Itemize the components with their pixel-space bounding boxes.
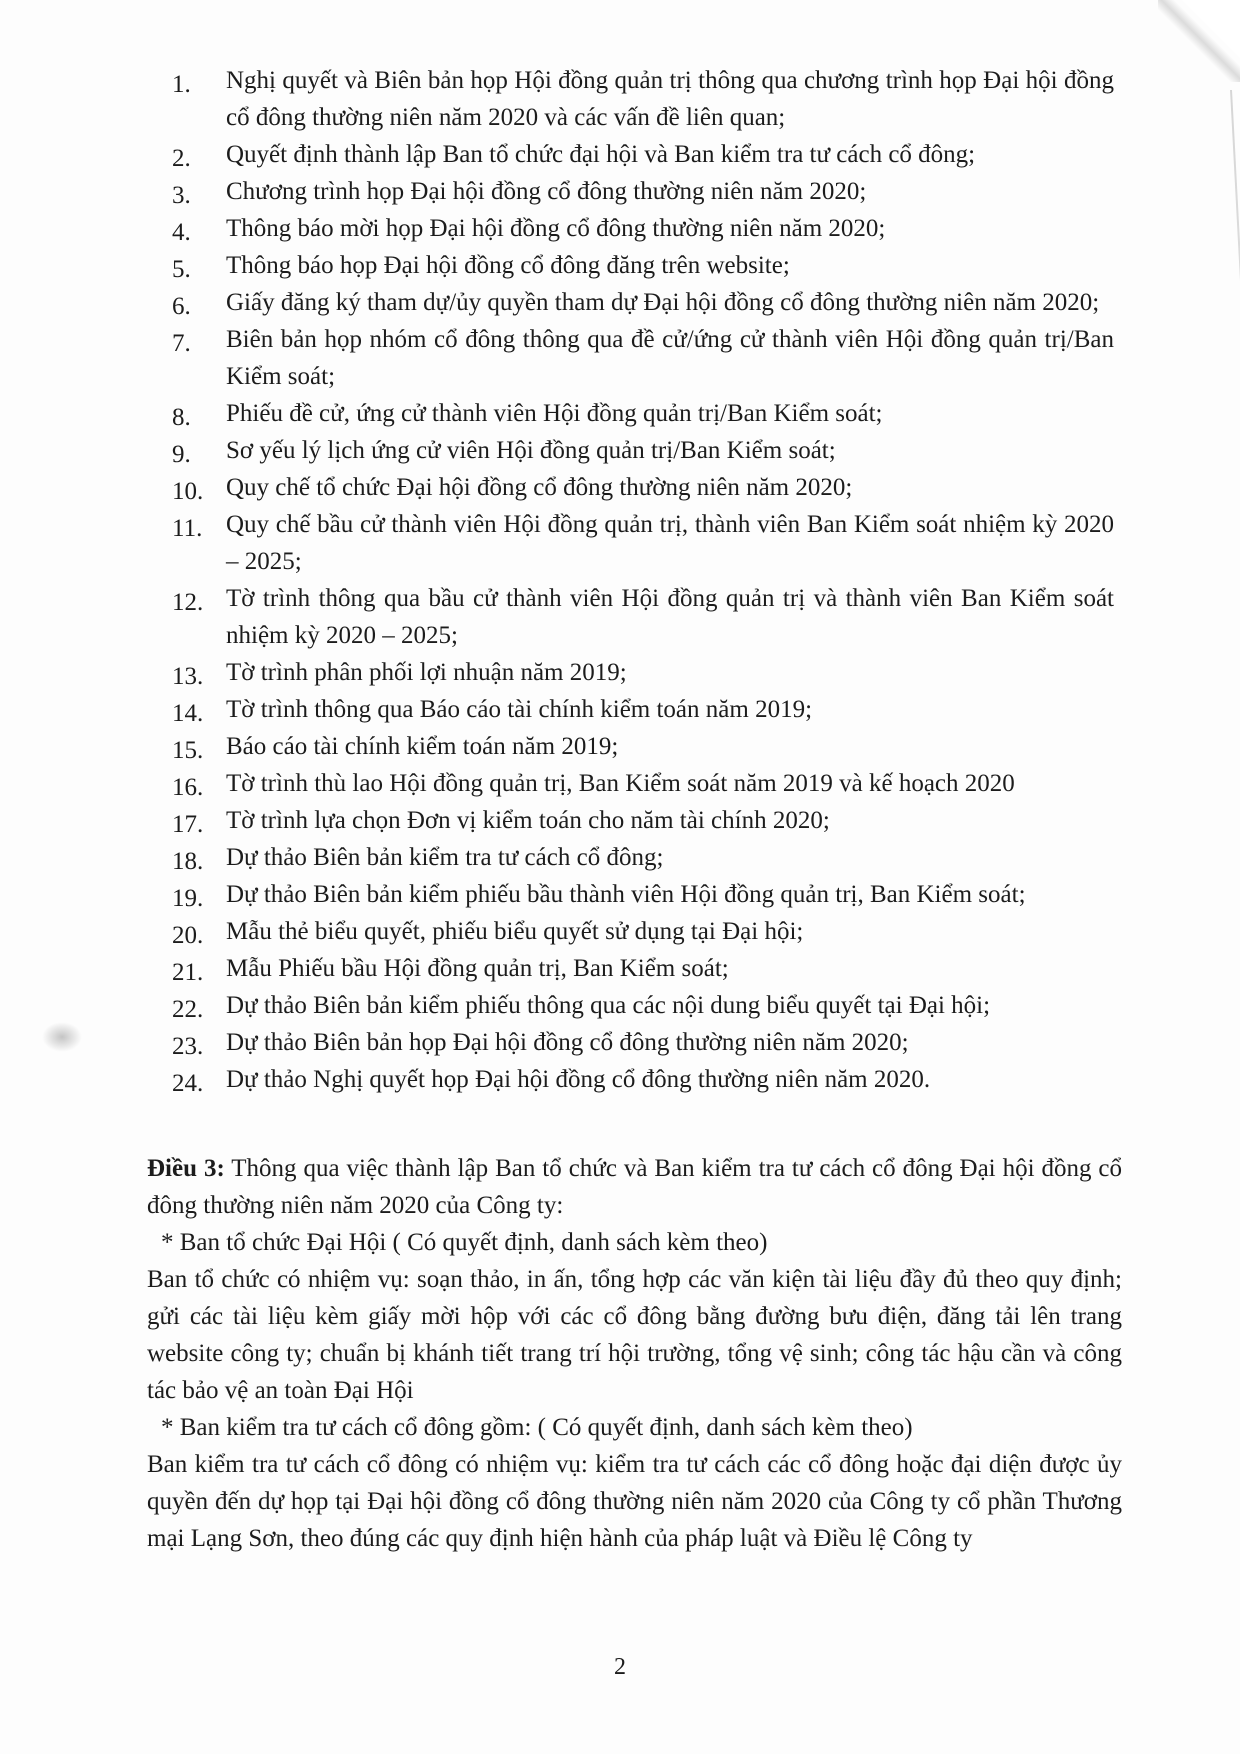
list-item-number: 8. [172,404,191,431]
list-item-number: 21. [172,959,204,986]
list-item [0,395,1240,432]
list-item-number: 12. [172,589,204,616]
page-number: 2 [614,1654,626,1680]
list-item [0,765,1240,802]
list-item-text: Quyết định thành lập Ban tổ chức đại hội và Ban kiểm tra tư cách cổ đông; [226,141,976,168]
list-item-text: Mẫu Phiếu bầu Hội đồng quản trị, Ban Kiểm soát; [226,955,729,982]
organizing-committee-heading: * Ban tổ chức Đại Hội ( Có quyết định, danh sách kèm theo) [161,1229,768,1256]
list-item-number: 5. [172,256,191,283]
list-item-number: 4. [172,219,191,246]
list-item [0,469,1240,506]
list-item-number: 9. [172,441,191,468]
list-item [0,728,1240,765]
list-item-text: Chương trình họp Đại hội đồng cổ đông thường niên năm 2020; [226,178,867,205]
list-item-number: 10. [172,478,204,505]
list-item [0,987,1240,1024]
list-item [0,432,1240,469]
list-item-number: 3. [172,182,191,209]
list-item-text: Tờ trình thông qua bầu cử thành viên Hội đồng quản trị và thành viên Ban Kiểm soát nhiệm kỳ 2020 – 2025; [226,585,1114,649]
list-item-number: 2. [172,145,191,172]
list-item [0,691,1240,728]
list-item-number: 14. [172,700,204,727]
list-item-text: Dự thảo Nghị quyết họp Đại hội đồng cổ đông thường niên năm 2020. [226,1066,931,1093]
list-item-number: 20. [172,922,204,949]
list-item [0,321,1240,395]
list-item-text: Sơ yếu lý lịch ứng cử viên Hội đồng quản trị/Ban Kiểm soát; [226,437,836,464]
list-item [0,580,1240,654]
organizing-committee-duties: Ban tổ chức có nhiệm vụ: soạn thảo, in ấn, tổng hợp các văn kiện tài liệu đầy đủ theo quy định; gửi các tài liệu kèm giấy mời hộp với các cổ đông bằng đường bưu điện, đăng tải lên trang website công ty; chuẩn bị khánh tiết trang trí hội trường, tổng vệ sinh; công tác hậu cần và công tác bảo vệ an toàn Đại Hội [147,1266,1122,1404]
inspection-committee-heading: * Ban kiểm tra tư cách cổ đông gồm: ( Có quyết định, danh sách kèm theo) [161,1414,913,1441]
article-3-section [147,1150,1122,1557]
list-item-text: Dự thảo Biên bản kiểm phiếu bầu thành viên Hội đồng quản trị, Ban Kiểm soát; [226,881,1026,908]
list-item [0,506,1240,580]
list-item-text: Tờ trình thông qua Báo cáo tài chính kiểm toán năm 2019; [226,696,813,723]
list-item [0,210,1240,247]
list-item-text: Mẫu thẻ biểu quyết, phiếu biểu quyết sử dụng tại Đại hội; [226,918,804,945]
list-item-number: 6. [172,293,191,320]
list-item-text: Biên bản họp nhóm cổ đông thông qua đề cử/ứng cử thành viên Hội đồng quản trị/Ban Kiểm soát; [226,326,1114,390]
inspection-committee-duties: Ban kiểm tra tư cách cổ đông có nhiệm vụ: kiểm tra tư cách các cổ đông hoặc đại diện được ủy quyền đến dự họp tại Đại hội đồng cổ đông thường niên năm 2020 của Công ty cổ phần Thương mại Lạng Sơn, theo đúng các quy định hiện hành của pháp luật và Điều lệ Công ty [147,1451,1122,1552]
list-item [0,876,1240,913]
list-item-text: Thông báo mời họp Đại hội đồng cổ đông thường niên năm 2020; [226,215,886,242]
list-item [0,950,1240,987]
list-item [0,654,1240,691]
list-item-text: Tờ trình thù lao Hội đồng quản trị, Ban Kiểm soát năm 2019 và kế hoạch 2020 [226,770,1015,797]
list-item-number: 16. [172,774,204,801]
list-item [0,839,1240,876]
list-item-number: 19. [172,885,204,912]
list-item-number: 24. [172,1070,204,1097]
list-item [0,802,1240,839]
list-item-text: Tờ trình phân phối lợi nhuận năm 2019; [226,659,627,686]
list-item [0,913,1240,950]
article-3-text: Thông qua việc thành lập Ban tổ chức và Ban kiểm tra tư cách cổ đông Đại hội đồng cổ đông thường niên năm 2020 của Công ty: [147,1155,1123,1219]
list-item-number: 22. [172,996,204,1023]
list-item-text: Quy chế bầu cử thành viên Hội đồng quản trị, thành viên Ban Kiểm soát nhiệm kỳ 2020 – 2025; [226,511,1114,575]
list-item-number: 7. [172,330,191,357]
list-item [0,1061,1240,1098]
list-item [0,136,1240,173]
list-item-number: 11. [172,515,203,542]
list-item-text: Giấy đăng ký tham dự/ủy quyền tham dự Đại hội đồng cổ đông thường niên năm 2020; [226,289,1100,316]
list-item-text: Nghị quyết và Biên bản họp Hội đồng quản trị thông qua chương trình họp Đại hội đồng cổ đông thường niên năm 2020 và các vấn đề liên quan; [226,67,1114,131]
list-item-text: Tờ trình lựa chọn Đơn vị kiểm toán cho năm tài chính 2020; [226,807,830,834]
list-item-text: Báo cáo tài chính kiểm toán năm 2019; [226,733,619,760]
list-item [0,247,1240,284]
list-item-text: Quy chế tổ chức Đại hội đồng cổ đông thường niên năm 2020; [226,474,853,501]
list-item-number: 23. [172,1033,204,1060]
list-item-text: Dự thảo Biên bản kiểm tra tư cách cổ đông; [226,844,664,871]
list-item-number: 18. [172,848,204,875]
list-item-number: 1. [172,71,191,98]
list-item [0,284,1240,321]
list-item [0,173,1240,210]
list-item-text: Thông báo họp Đại hội đồng cổ đông đăng trên website; [226,252,790,279]
list-item-number: 17. [172,811,204,838]
page-fold-corner [1182,0,1240,58]
list-item-text: Dự thảo Biên bản kiểm phiếu thông qua các nội dung biểu quyết tại Đại hội; [226,992,991,1019]
list-item [0,62,1240,136]
list-item-number: 15. [172,737,204,764]
list-item [0,1024,1240,1061]
list-item-text: Dự thảo Biên bản họp Đại hội đồng cổ đông thường niên năm 2020; [226,1029,909,1056]
document-list [0,62,1240,1098]
list-item-number: 13. [172,663,204,690]
list-item-text: Phiếu đề cử, ứng cử thành viên Hội đồng quản trị/Ban Kiểm soát; [226,400,883,427]
article-3-paragraph [147,1150,1122,1224]
article-3-label: Điều 3: [147,1155,225,1182]
